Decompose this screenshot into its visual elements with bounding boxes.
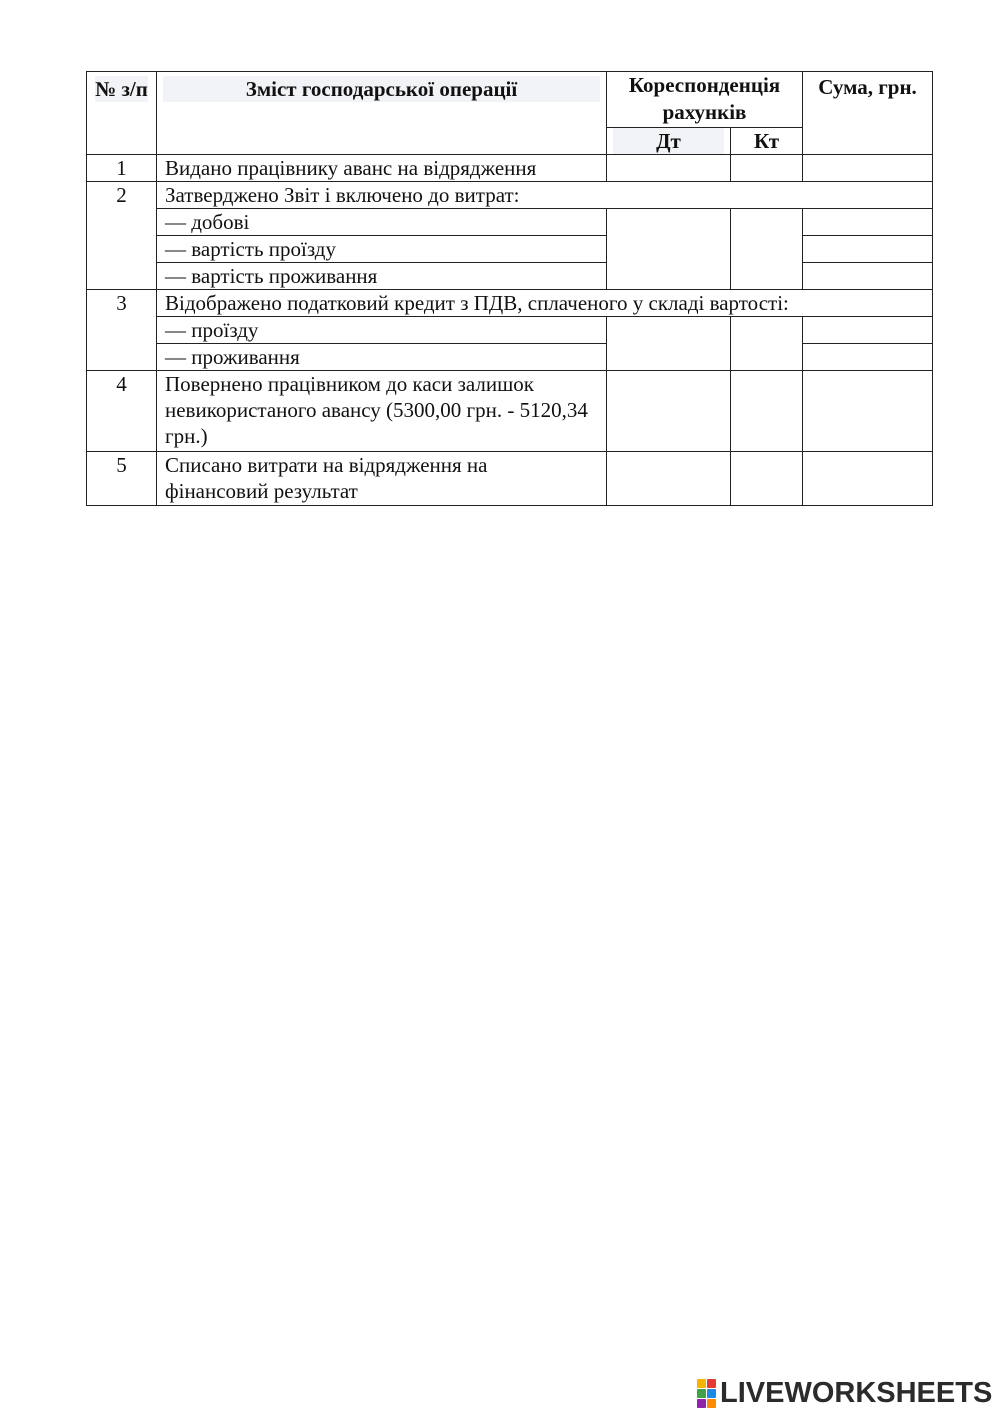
row-text: Відображено податковий кредит з ПДВ, сплаченого у складі вартості: <box>157 290 933 317</box>
sum-cell[interactable] <box>803 452 933 506</box>
row-num: 2 <box>87 182 157 290</box>
header-sum <box>803 72 933 155</box>
sum-cell[interactable] <box>803 155 933 182</box>
table-row <box>87 290 933 317</box>
table-row <box>87 182 933 209</box>
row-text: Видано працівнику аванс на відрядження <box>157 155 607 182</box>
row-num: 5 <box>87 452 157 506</box>
row-text: Повернено працівником до каси залишок невикористаного авансу (5300,00 грн. - 5120,34 грн.) <box>157 371 607 452</box>
table-subrow <box>87 236 933 263</box>
table-row <box>87 452 933 506</box>
debit-cell[interactable] <box>607 155 731 182</box>
row-num: 3 <box>87 290 157 371</box>
logo-square <box>697 1399 706 1408</box>
header-credit-label: Кт <box>753 129 780 153</box>
header-debit-label: Дт <box>613 128 724 154</box>
header-row <box>87 72 933 128</box>
debit-cell[interactable] <box>607 209 731 290</box>
liveworksheets-logo-icon <box>697 1379 716 1408</box>
header-correspondence-label: Кореспонденція рахунків <box>628 73 781 124</box>
row-num: 4 <box>87 371 157 452</box>
subrow-text: — добові <box>157 209 607 236</box>
header-num-label: № з/п <box>95 77 148 101</box>
logo-square <box>707 1389 716 1398</box>
table-subrow <box>87 209 933 236</box>
table-subrow <box>87 344 933 371</box>
row-text: Списано витрати на відрядження на фінансовий результат <box>157 452 607 506</box>
header-credit <box>731 128 803 155</box>
sum-cell[interactable] <box>803 344 933 371</box>
header-content <box>157 72 607 155</box>
debit-cell[interactable] <box>607 452 731 506</box>
header-content-label: Зміст господарської операції <box>163 76 600 102</box>
table-subrow <box>87 317 933 344</box>
logo-square <box>697 1379 706 1388</box>
operations-table <box>86 71 933 506</box>
header-sum-label: Сума, грн. <box>818 75 917 99</box>
subrow-text: — проживання <box>157 344 607 371</box>
logo-square <box>697 1389 706 1398</box>
sum-cell[interactable] <box>803 371 933 452</box>
debit-cell[interactable] <box>607 371 731 452</box>
logo-square <box>707 1379 716 1388</box>
sum-cell[interactable] <box>803 263 933 290</box>
credit-cell[interactable] <box>731 452 803 506</box>
sum-cell[interactable] <box>803 209 933 236</box>
logo-square <box>707 1399 716 1408</box>
subrow-text: — проїзду <box>157 317 607 344</box>
sum-cell[interactable] <box>803 236 933 263</box>
subrow-text: — вартість проживання <box>157 263 607 290</box>
sum-cell[interactable] <box>803 317 933 344</box>
table-subrow <box>87 263 933 290</box>
header-debit <box>607 128 731 155</box>
subrow-text: — вартість проїзду <box>157 236 607 263</box>
table-row <box>87 155 933 182</box>
header-correspondence <box>607 72 803 128</box>
table-row <box>87 371 933 452</box>
row-text: Затверджено Звіт і включено до витрат: <box>157 182 933 209</box>
credit-cell[interactable] <box>731 209 803 290</box>
credit-cell[interactable] <box>731 317 803 371</box>
credit-cell[interactable] <box>731 371 803 452</box>
debit-cell[interactable] <box>607 317 731 371</box>
row-num: 1 <box>87 155 157 182</box>
logo-text: LIVEWORKSHEETS <box>720 1376 993 1409</box>
header-num <box>87 72 157 155</box>
liveworksheets-logo <box>697 1375 992 1411</box>
credit-cell[interactable] <box>731 155 803 182</box>
